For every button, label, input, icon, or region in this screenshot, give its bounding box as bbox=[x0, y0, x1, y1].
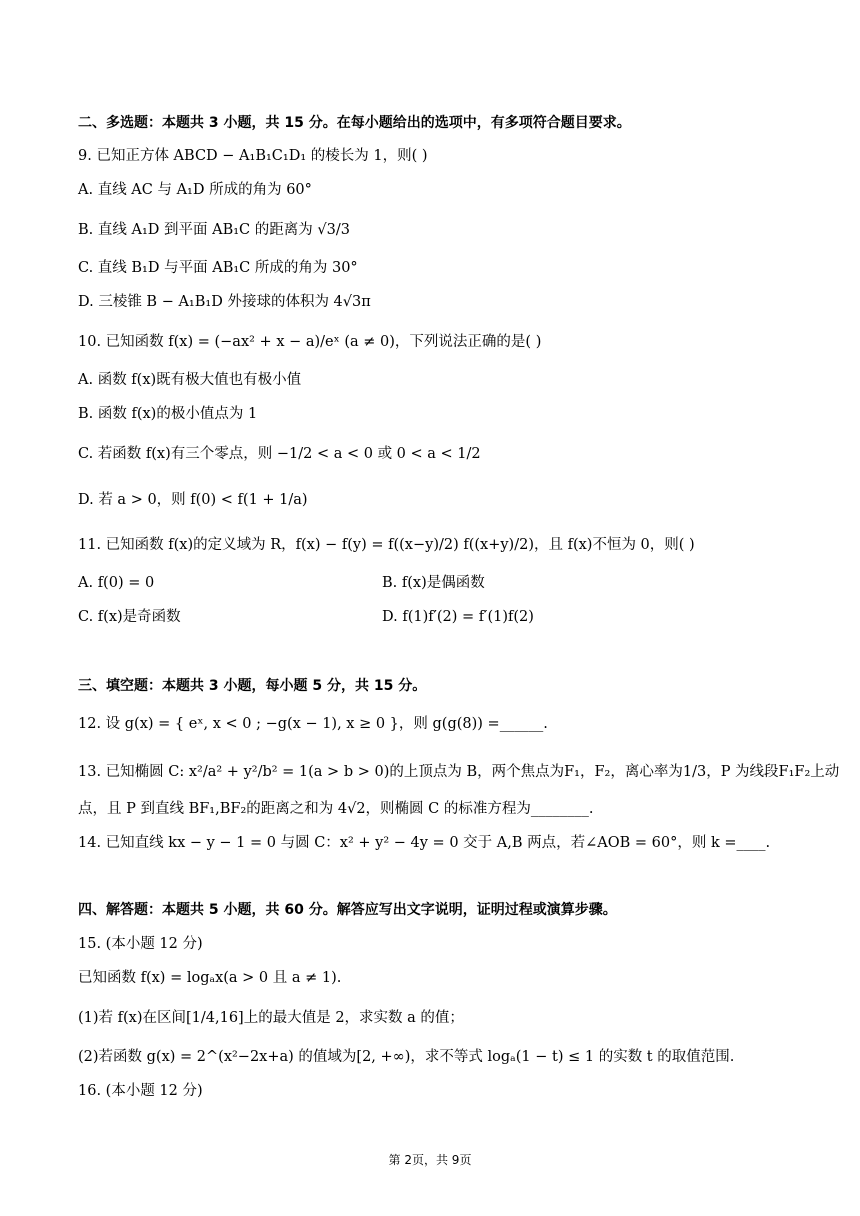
q11-stem: 11. 已知函数 f(x)的定义域为 R，f(x) − f(y) = f((x−y)/2) f((x+y)/2)，且 f(x)不恒为 0，则( ) bbox=[78, 537, 695, 553]
q15-part2: (2)若函数 g(x) = 2^(x²−2x+a) 的值域为[2, +∞)，求不等式 logₐ(1 − t) ≤ 1 的实数 t 的取值范围. bbox=[78, 1049, 735, 1065]
q15-part1: (1)若 f(x)在区间[1/4,16]上的最大值是 2，求实数 a 的值； bbox=[78, 1010, 464, 1026]
q9-option-c: C. 直线 B₁D 与平面 AB₁C 所成的角为 30° bbox=[78, 260, 358, 276]
q11-option-a: A. f(0) = 0 bbox=[78, 575, 155, 591]
q15-stem: 已知函数 f(x) = logₐx(a > 0 且 a ≠ 1). bbox=[78, 970, 342, 986]
q11-option-c: C. f(x)是奇函数 bbox=[78, 609, 181, 625]
q9-stem: 9. 已知正方体 ABCD − A₁B₁C₁D₁ 的棱长为 1，则( ) bbox=[78, 148, 428, 164]
q12-text: 12. 设 g(x) = { eˣ, x < 0 ; −g(x − 1), x ≥ 0 }，则 g(g(8)) =______. bbox=[78, 716, 548, 732]
q10-option-d: D. 若 a > 0，则 f(0) < f(1 + 1/a) bbox=[78, 492, 308, 508]
q11-option-b: B. f(x)是偶函数 bbox=[382, 575, 485, 591]
q10-option-a: A. 函数 f(x)既有极大值也有极小值 bbox=[78, 372, 302, 388]
q10-option-c: C. 若函数 f(x)有三个零点，则 −1/2 < a < 0 或 0 < a < 1/2 bbox=[78, 446, 481, 462]
q10-option-b: B. 函数 f(x)的极小值点为 1 bbox=[78, 406, 258, 422]
q10-stem: 10. 已知函数 f(x) = (−ax² + x − a)/eˣ (a ≠ 0)，下列说法正确的是( ) bbox=[78, 334, 542, 350]
section-heading-solutions: 四、解答题：本题共 5 小题，共 60 分。解答应写出文字说明，证明过程或演算步骤。 bbox=[78, 902, 617, 918]
page-footer: 第 2页，共 9页 bbox=[388, 1153, 472, 1167]
section-heading-fill-in: 三、填空题：本题共 3 小题，每小题 5 分，共 15 分。 bbox=[78, 678, 427, 694]
q11-option-d: D. f(1)f′(2) = f′(1)f(2) bbox=[382, 609, 534, 625]
q9-option-d: D. 三棱锥 B − A₁B₁D 外接球的体积为 4√3π bbox=[78, 294, 371, 310]
q13-line1: 13. 已知椭圆 C: x²/a² + y²/b² = 1(a > b > 0)的上顶点为 B，两个焦点为F₁，F₂，离心率为1/3，P 为线段F₁F₂上动 bbox=[78, 764, 840, 780]
q14-text: 14. 已知直线 kx − y − 1 = 0 与圆 C：x² + y² − 4y = 0 交于 A,B 两点，若∠AOB = 60°，则 k =____. bbox=[78, 835, 771, 851]
q13-line2: 点，且 P 到直线 BF₁,BF₂的距离之和为 4√2，则椭圆 C 的标准方程为________. bbox=[78, 801, 594, 817]
q9-option-b: B. 直线 A₁D 到平面 AB₁C 的距离为 √3/3 bbox=[78, 222, 350, 238]
q16-header: 16. (本小题 12 分) bbox=[78, 1083, 203, 1099]
q15-header: 15. (本小题 12 分) bbox=[78, 936, 203, 952]
q9-option-a: A. 直线 AC 与 A₁D 所成的角为 60° bbox=[78, 182, 312, 198]
section-heading-multiple-choice: 二、多选题：本题共 3 小题，共 15 分。在每小题给出的选项中，有多项符合题目要求。 bbox=[78, 115, 631, 131]
